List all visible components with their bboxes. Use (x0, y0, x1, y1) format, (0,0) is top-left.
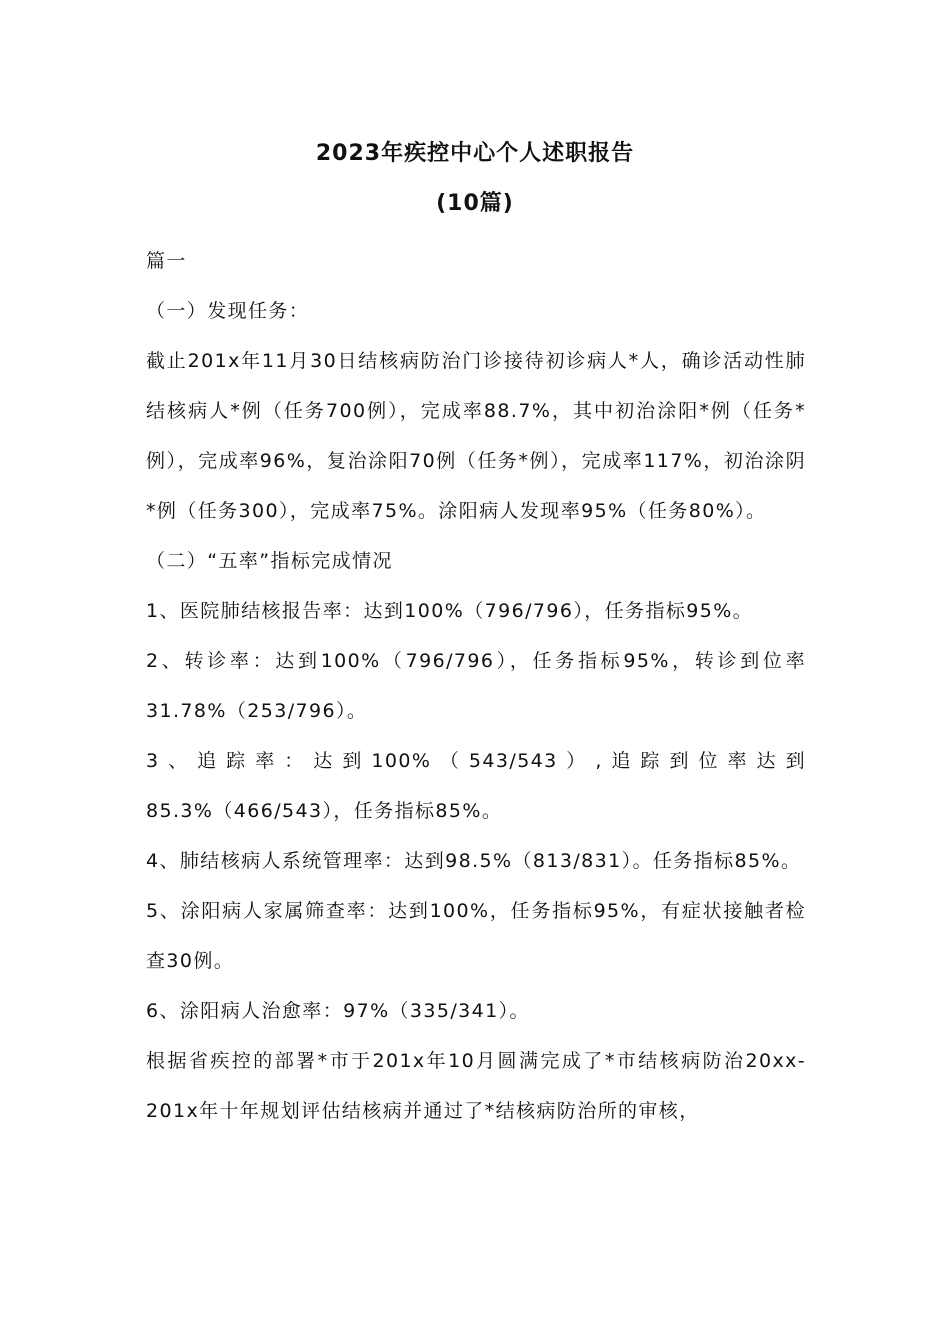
document-body (146, 236, 806, 1136)
list-item-tracking-rate: 3、追踪率：达到100%（543/543）,追踪到位率达到85.3%（466/543），任务指标85%。 (146, 750, 806, 822)
list-item-management-rate: 4、肺结核病人系统管理率：达到98.5%（813/831）。任务指标85%。 (146, 850, 802, 872)
document-title: 2023年疾控中心个人述职报告 (315, 141, 635, 166)
paragraph-evaluation: 根据省疾控的部署*市于201x年10月圆满完成了*市结核病防治20xx-201x年十年规划评估结核病并通过了*结核病防治所的审核， (146, 1050, 806, 1122)
list-item-referral-rate: 2、转诊率：达到100%（796/796），任务指标95%，转诊到位率31.78%（253/796）。 (146, 650, 806, 722)
section-heading-five-rates: （二）“五率”指标完成情况 (146, 550, 393, 572)
section-heading-part-one: 篇一 (146, 250, 187, 272)
section-heading-discovery-task: （一）发现任务： (146, 300, 310, 322)
paragraph-discovery-summary: 截止201x年11月30日结核病防治门诊接待初诊病人*人，确诊活动性肺结核病人*例（任务700例），完成率88.7%，其中初治涂阳*例（任务*例），完成率96%，复治涂阳70例（任务*例），完成率117%，初治涂阴*例（任务300），完成率75%。涂阳病人发现率95%（任务80%）。 (146, 350, 806, 522)
document-subtitle: (10篇) (436, 191, 514, 216)
list-item-cure-rate: 6、涂阳病人治愈率：97%（335/341）。 (146, 1000, 530, 1022)
list-item-family-screening-rate: 5、涂阳病人家属筛查率：达到100%，任务指标95%，有症状接触者检查30例。 (146, 900, 806, 972)
list-item-report-rate: 1、医院肺结核报告率：达到100%（796/796），任务指标95%。 (146, 600, 754, 622)
